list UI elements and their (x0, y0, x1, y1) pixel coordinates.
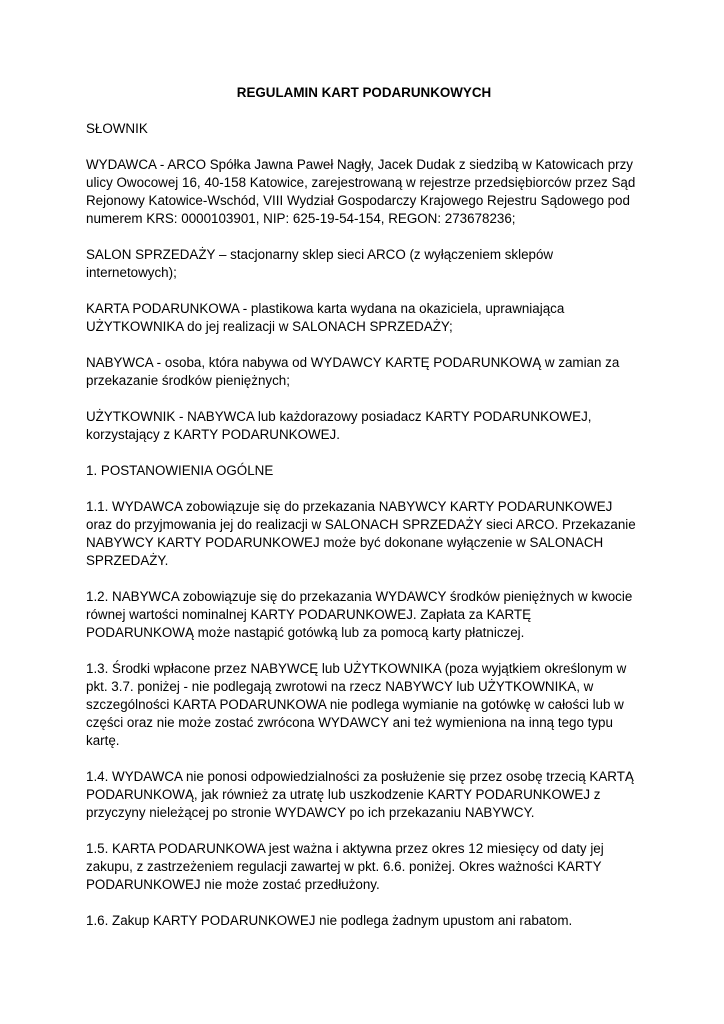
definition-salon-sprzedazy: SALON SPRZEDAŻY – stacjonarny sklep sieci ARCO (z wyłączeniem sklepów internetowych); (86, 247, 554, 280)
definition-karta-podarunkowa: KARTA PODARUNKOWA - plastikowa karta wydana na okaziciela, uprawniająca UŻYTKOWNIKA do jej realizacji w SALONACH SPRZEDAŻY; (86, 301, 565, 334)
section-1-3: 1.3. Środki wpłacone przez NABYWCĘ lub UŻYTKOWNIKA (poza wyjątkiem określonym w pkt. 3.7. poniżej - nie podlegają zwrotowi na rzecz NABYWCY lub UŻYTKOWNIKA, w szczególności KARTA PODARUNKOWA nie podlega wymianie na gotówkę w całości lub w części oraz nie może zostać zwrócona WYDAWCY ani też wymieniona na inną tego typu kartę. (86, 661, 627, 748)
definition-nabywca: NABYWCA - osoba, która nabywa od WYDAWCY KARTĘ PODARUNKOWĄ w zamian za przekazanie środków pieniężnych; (86, 355, 620, 388)
definition-wydawca: WYDAWCA - ARCO Spółka Jawna Paweł Nagły, Jacek Dudak z siedzibą w Katowicach przy ulicy Owocowej 16, 40-158 Katowice, zarejestrowaną w rejestrze przedsiębiorców przez Sąd Rejonowy Katowice-Wschód, VIII Wydział Gospodarczy Krajowego Rejestru Sądowego pod numerem KRS: 0000103901, NIP: 625-19-54-154, REGON: 273678236; (86, 157, 636, 226)
section-1-2: 1.2. NABYWCA zobowiązuje się do przekazania WYDAWCY środków pieniężnych w kwocie równej wartości nominalnej KARTY PODARUNKOWEJ. Zapłata za KARTĘ PODARUNKOWĄ może nastąpić gotówką lub za pomocą karty płatniczej. (86, 589, 633, 640)
dictionary-heading: SŁOWNIK (86, 121, 148, 136)
definition-uzytkownik: UŻYTKOWNIK - NABYWCA lub każdorazowy posiadacz KARTY PODARUNKOWEJ, korzystający z KARTY PODARUNKOWEJ. (86, 409, 592, 442)
section-1-heading: 1. POSTANOWIENIA OGÓLNE (86, 463, 274, 478)
section-1-4: 1.4. WYDAWCA nie ponosi odpowiedzialności za posłużenie się przez osobę trzecią KARTĄ PODARUNKOWĄ, jak również za utratę lub uszkodzenie KARTY PODARUNKOWEJ z przyczyny nieleżącej po stronie WYDAWCY po ich przekazaniu NABYWCY. (86, 769, 634, 820)
document-page (86, 84, 642, 948)
document-title: REGULAMIN KART PODARUNKOWYCH (236, 85, 492, 100)
section-1-1: 1.1. WYDAWCA zobowiązuje się do przekazania NABYWCY KARTY PODARUNKOWEJ oraz do przyjmowania jej do realizacji w SALONACH SPRZEDAŻY sieci ARCO. Przekazanie NABYWCY KARTY PODARUNKOWEJ może być dokonane wyłączenie w SALONACH SPRZEDAŻY. (86, 499, 636, 568)
section-1-5: 1.5. KARTA PODARUNKOWA jest ważna i aktywna przez okres 12 miesięcy od daty jej zakupu, z zastrzeżeniem regulacji zawartej w pkt. 6.6. poniżej. Okres ważności KARTY PODARUNKOWEJ nie może zostać przedłużony. (86, 841, 604, 892)
section-1-6: 1.6. Zakup KARTY PODARUNKOWEJ nie podlega żadnym upustom ani rabatom. (86, 913, 573, 928)
